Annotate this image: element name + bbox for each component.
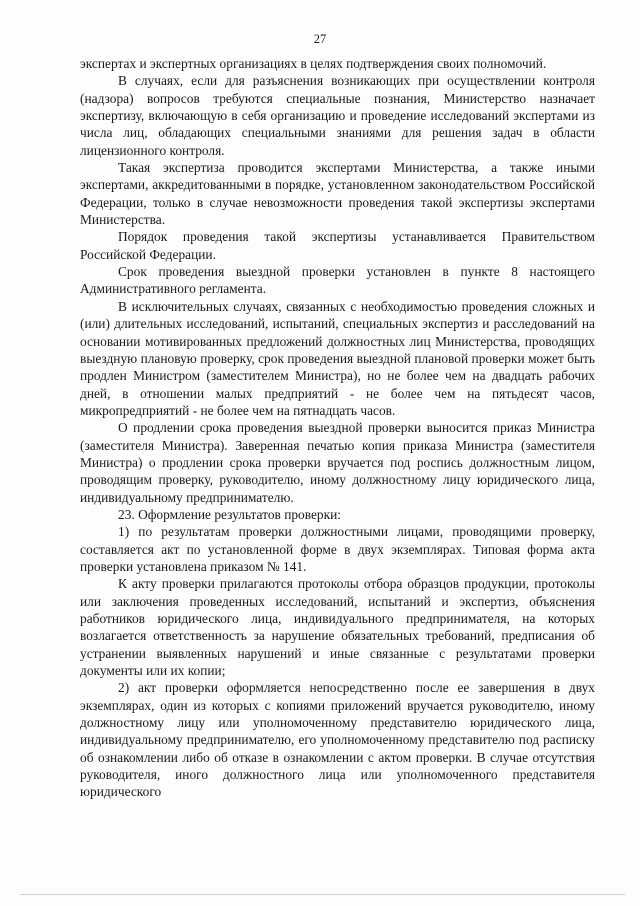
body-text [80,55,595,801]
paragraph-term-extension: В исключительных случаях, связанных с необходимостью проведения сложных и (или) длительных исследований, испытаний, специальных экспертиз и расследований на основании мотивированных предложений должностных лиц Министерства, проводящих выездную плановую проверку, срок проведения выездной плановой проверки может быть продлен Министром (заместителем Министра), но не более чем на двадцать рабочих дней, в отношении малых предприятий - не более чем на пятьдесят часов, микропредприятий - не более чем на пятнадцать часов. [80,298,595,418]
paragraph-item-1: 1) по результатам проверки должностными лицами, проводящими проверку, составляется акт по установленной форме в двух экземплярах. Типовая форма акта проверки установлена приказом № 141. [80,524,595,574]
paragraph-continuation: экспертах и экспертных организациях в целях подтверждения своих полномочий. [80,56,547,71]
paragraph-expertise-experts: Такая экспертиза проводится экспертами Министерства, а также иными экспертами, аккредитованными в порядке, установленном законодательством Российской Федерации, только в случае невозможности проведения такой экспертизы экспертами Министерства. [80,160,595,228]
paragraph-expertise-appointment: В случаях, если для разъяснения возникающих при осуществлении контроля (надзора) вопросов требуются специальные познания, Министерство назначает экспертизу, включающую в себя организацию и проведение исследований экспертами из числа лиц, обладающих специальными знаниями для решения задач в области лицензионного контроля. [80,73,595,158]
page-number: 27 [313,32,327,46]
scan-edge-line [20,894,625,895]
paragraph-act-attachments: К акту проверки прилагаются протоколы отбора образцов продукции, протоколы или заключения проведенных исследований, испытаний и экспертиз, объяснения работников юридического лица, индивидуального предпринимателя, на которых возлагается ответственность за нарушение обязательных требований, предписания об устранении выявленных нарушений и иные связанные с результатами проверки документы или их копии; [80,576,595,679]
section-heading-23: 23. Оформление результатов проверки: [118,506,342,522]
paragraph-item-2: 2) акт проверки оформляется непосредственно после ее завершения в двух экземплярах, один из которых с копиями приложений вручается руководителю, иному должностному лицу или уполномоченному представителю юридического лица, индивидуальному предпринимателю, его уполномоченному представителю под расписку об ознакомлении либо об отказе в ознакомлении с актом проверки. В случае отсутствия руководителя, иного должностного лица или уполномоченного представителя юридического [80,680,595,800]
paragraph-expertise-procedure: Порядок проведения такой экспертизы устанавливается Правительством Российской Федерации. [80,229,595,262]
paragraph-inspection-term: Срок проведения выездной проверки установлен в пункте 8 настоящего Административного регламента. [80,264,595,297]
paragraph-extension-order: О продлении срока проведения выездной проверки выносится приказ Министра (заместителя Министра). Заверенная печатью копия приказа Министра (заместителя Министра) о продлении срока проверки вручается под роспись должностным лицом, проводящим проверку, руководителю, иному должностному лицу юридического лица, индивидуальному предпринимателю. [80,420,595,505]
